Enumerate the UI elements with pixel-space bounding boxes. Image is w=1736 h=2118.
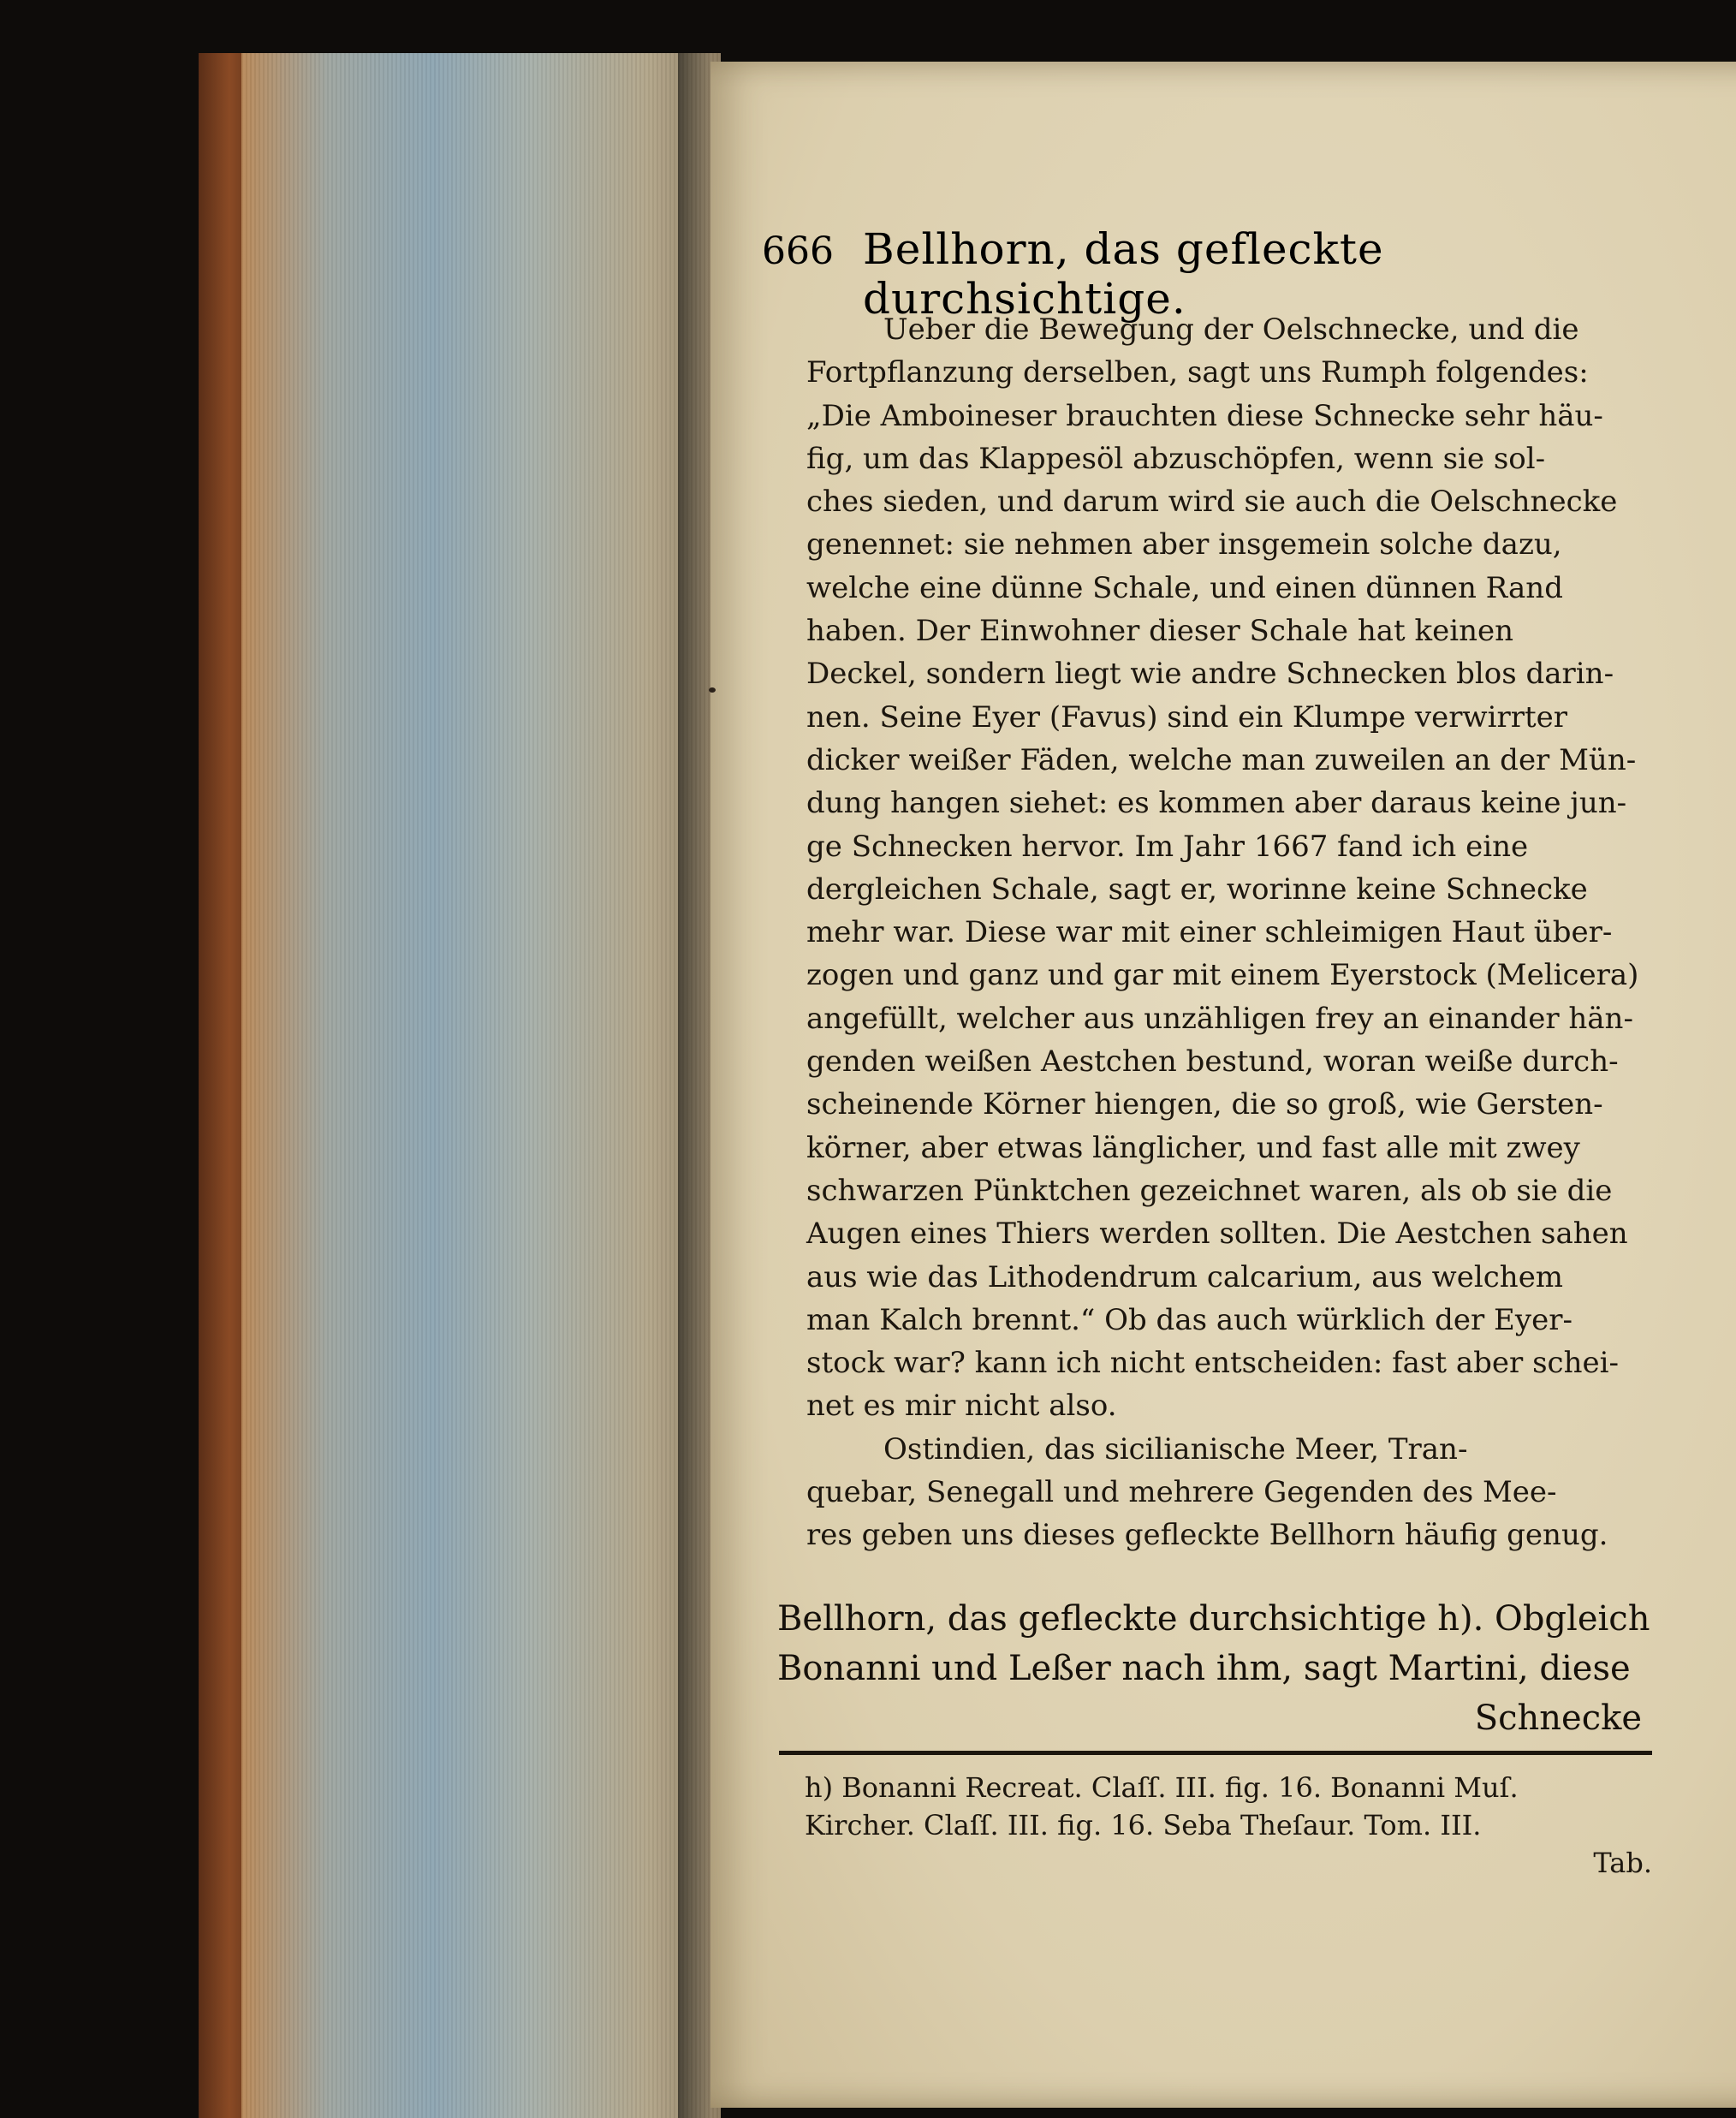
footnote-rule [779,1751,1652,1755]
page-header [762,224,1601,324]
text-line: dergleichen Schale, sagt er, worinne keine Schnecke [806,872,1588,907]
margin-mark [709,687,716,693]
text-line: Ostindien, das sicilianische Meer, Tran- [883,1431,1468,1467]
text-line: mehr war. Diese war mit einer schleimigen Haut über- [806,915,1613,950]
text-line: welche eine dünne Schale, und einen dünnen Rand [806,570,1563,605]
text-line: stock war? kann ich nicht entscheiden: fast aber schei- [806,1346,1619,1381]
footnote-line: Kircher. Claſſ. III. fig. 16. Seba Theſaur. Tom. III. [805,1809,1482,1841]
footnote [805,1769,1652,1882]
text-line: ches sieden, und darum wird sie auch die Oelschnecke [806,485,1618,520]
text-line: quebar, Senegall und mehrere Gegenden des Mee- [806,1475,1557,1510]
text-line: net es mir nicht also. [806,1389,1117,1424]
entry-line: Bonanni und Leßer nach ihm, sagt Martini, diese [777,1649,1631,1688]
text-line: „Die Amboineser brauchten diese Schnecke sehr häu- [806,398,1603,433]
text-line: nen. Seine Eyer (Favus) sind ein Klumpe verwirrter [806,699,1567,735]
entry-line: Schnecke [1474,1699,1642,1738]
text-line: res geben uns dieses gefleckte Bellhorn häufig genug. [806,1518,1608,1553]
text-line: man Kalch brennt.“ Ob das auch würklich der Eyer- [806,1302,1573,1337]
text-line: scheinende Körner hiengen, die so groß, wie Gersten- [806,1087,1603,1122]
text-line: Ueber die Bewegung der Oelschnecke, und die [883,312,1579,347]
text-line: körner, aber etwas länglicher, und fast alle mit zwey [806,1130,1580,1165]
body-text [806,308,1650,1557]
text-line: genennet: sie nehmen aber insgemein solche dazu, [806,527,1562,562]
text-line: schwarzen Pünktchen gezeichnet waren, als ob sie die [806,1173,1613,1208]
footnote-line: Tab. [1593,1847,1652,1879]
text-line: haben. Der Einwohner dieser Schale hat keinen [806,614,1513,649]
gutter-shadow [678,53,712,2118]
text-line: Augen eines Thiers werden sollten. Die Aestchen sahen [806,1217,1628,1252]
entry-heading [777,1594,1650,1743]
page-number: 666 [762,229,834,273]
running-head: Bellhorn, das gefleckte durchsichtige. [862,224,1384,324]
text-line: dicker weißer Fäden, welche man zuweilen an der Mün- [806,742,1637,777]
text-line: ge Schnecken hervor. Im Jahr 1667 fand ich eine [806,829,1529,864]
text-line: angefüllt, welcher aus unzähligen frey an einander hän- [806,1001,1633,1036]
footnote-line: h) Bonanni Recreat. Claſſ. III. fig. 16. Bonanni Muſ. [805,1771,1519,1804]
text-line: genden weißen Aestchen bestund, woran weiße durch- [806,1044,1619,1080]
text-line: Deckel, sondern liegt wie andre Schnecken blos darin- [806,657,1614,692]
text-line: fig, um das Klappesöl abzuschöpfen, wenn sie sol- [806,441,1546,476]
text-line: aus wie das Lithodendrum calcarium, aus welchem [806,1259,1564,1294]
text-line: Fortpflanzung derselben, sagt uns Rumph folgendes: [806,355,1589,390]
text-line: dung hangen siehet: es kommen aber daraus keine jun- [806,786,1627,821]
entry-line: Bellhorn, das gefleckte durchsichtige h). Obgleich [777,1599,1650,1639]
text-line: zogen und ganz und gar mit einem Eyerstock (Melicera) [806,958,1639,993]
page-fore-edge [241,53,721,2118]
